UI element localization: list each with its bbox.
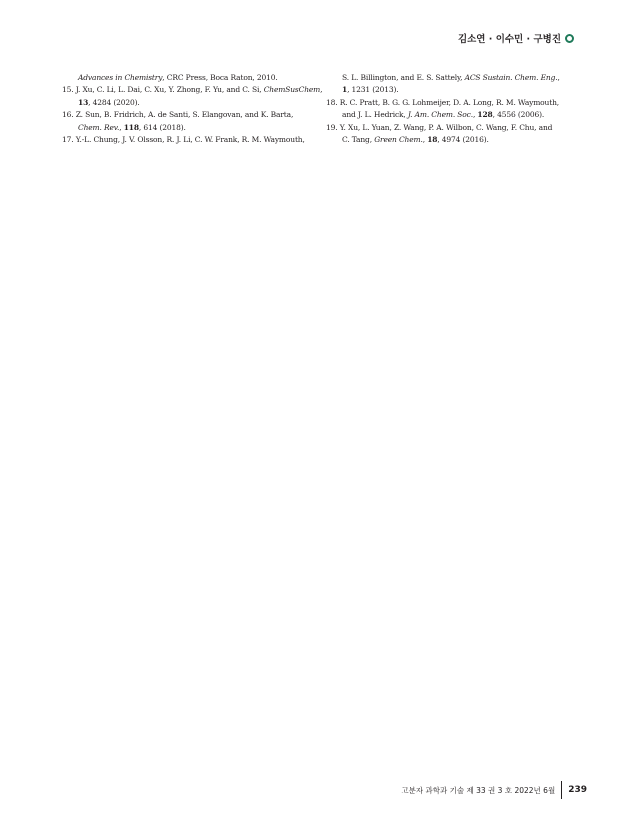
publication-info: 고분자 과학과 기술 제 33 권 3 호 2022년 6월 — [401, 785, 556, 795]
reference-15-cont: 13, 4284 (2020). — [78, 97, 140, 107]
reference-19: 19. Y. Xu, L. Yuan, Z. Wang, P. A. Wilbon, C. Wang, F. Chu, and — [326, 122, 553, 132]
reference-17-cont-2: 1, 1231 (2013). — [342, 85, 399, 95]
page-number: 239 — [568, 785, 587, 795]
references-left-column — [62, 72, 323, 146]
reference-continuation: Advances in Chemistry, CRC Press, Boca Raton, 2010. — [78, 73, 278, 82]
running-header — [458, 31, 574, 45]
reference-15: 15. J. Xu, C. Li, L. Dai, C. Xu, Y. Zhong, F. Yu, and C. Si, ChemSusChem, — [62, 85, 323, 95]
reference-19-cont: C. Tang, Green Chem., 18, 4974 (2016). — [342, 135, 489, 145]
reference-16-cont: Chem. Rev., 118, 614 (2018). — [78, 122, 186, 132]
circle-icon — [565, 34, 574, 43]
reference-17-cont: S. L. Billington, and E. S. Sattely, ACS Sustain. Chem. Eng., — [342, 73, 560, 82]
reference-18-cont: and J. L. Hedrick, J. Am. Chem. Soc., 128, 4556 (2006). — [342, 110, 545, 120]
references-right-column — [326, 72, 576, 146]
reference-18: 18. R. C. Pratt, B. G. G. Lohmeijer, D. A. Long, R. M. Waymouth, — [326, 97, 560, 107]
reference-17: 17. Y.-L. Chung, J. V. Olsson, R. J. Li, C. W. Frank, R. M. Waymouth, — [62, 135, 305, 145]
reference-16: 16. Z. Sun, B. Fridrich, A. de Santi, S. Elangovan, and K. Barta, — [62, 110, 294, 120]
header-authors: 김소연 · 이수민 · 구병진 — [457, 34, 561, 45]
footer-divider — [561, 781, 562, 799]
page-footer — [401, 781, 587, 799]
